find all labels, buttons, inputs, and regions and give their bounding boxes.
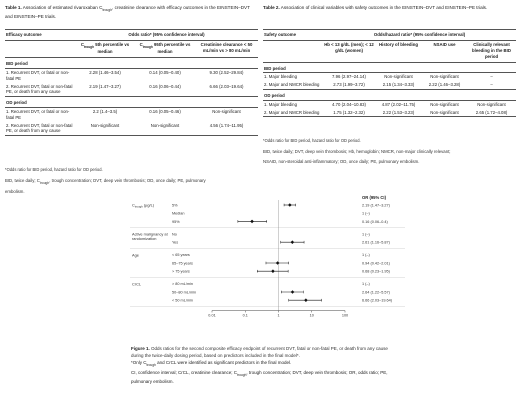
table2-section-title: OD period bbox=[263, 90, 516, 101]
row-value-c3: Non-significant bbox=[422, 109, 467, 117]
row-value-c2: 4.87 (2.02–11.75) bbox=[381, 101, 416, 107]
row-value-c3: Non-significant bbox=[430, 74, 459, 80]
row-value-c2: 2.15 (1.34–3.33) bbox=[375, 81, 422, 89]
row-value-c2: 2.22 (1.53–3.23) bbox=[375, 109, 422, 117]
row-value-c1: 2.28 (1.46–3.54) bbox=[89, 70, 121, 76]
forest-row-label: Yes bbox=[172, 240, 179, 245]
forest-row-label: > 75 years bbox=[172, 269, 190, 274]
table2-subcol-c2: History of bleeding bbox=[375, 40, 422, 62]
figure1-caption: Figure 1. Odds ratios for the second composite efficacy endpoint of recurrent DVT, fatal or non-fatal PE, or death from any cause during the twice-daily dosing period, based on predictors included in the final model*. *Only $C_{trough}$ and CrCL were identified as significant predictors in the final model. CI, confidence interval; CrCL, creatinine clearance; $C_{trough}$, trough concentration; DVT, deep vein thrombosis; OR, odds ratio; PE, pulmonary embolism. bbox=[131, 346, 388, 384]
forest-point-marker bbox=[288, 203, 292, 207]
row-value-c4: – bbox=[467, 81, 516, 89]
table-row bbox=[5, 122, 258, 136]
forest-row-value: 6.66 (2.03–19.64) bbox=[362, 298, 392, 303]
forest-point-marker bbox=[250, 220, 254, 224]
forest-group-label: CrCL bbox=[132, 281, 142, 287]
row-label: 2. Major and NMCR bleeding bbox=[263, 109, 323, 117]
forest-row-label: 95% bbox=[172, 219, 180, 224]
forest-point-marker bbox=[276, 261, 280, 265]
forest-row-value: 1 (–) bbox=[362, 211, 370, 216]
table2-col-span: Odds/hazard ratio* (95% confidence interval) bbox=[323, 30, 516, 41]
forest-x-tick-label: 1 bbox=[277, 313, 280, 318]
row-label: 2. Recurrent DVT, fatal or non-fatal PE, or death from any cause bbox=[5, 122, 75, 136]
row-label: 1. Recurrent DVT, or fatal or non-fatal PE bbox=[6, 109, 70, 120]
row-value-c1: Non-significant bbox=[75, 122, 135, 136]
row-value-c4: Non-significant bbox=[477, 101, 506, 107]
table2-col-outcome: Safety outcome bbox=[263, 30, 323, 41]
forest-row-label: No bbox=[172, 232, 177, 237]
table-row bbox=[5, 108, 258, 122]
forest-row-value: 1 (–) bbox=[362, 282, 370, 287]
forest-x-tick-label: 100 bbox=[341, 313, 349, 318]
row-label: 1. Major bleeding bbox=[264, 101, 297, 107]
forest-row-label: Median bbox=[172, 211, 185, 216]
forest-point-marker bbox=[304, 298, 308, 302]
table1-footnote: *Odds ratio for BID period, hazard ratio for OD period. bbox=[5, 167, 103, 172]
table2-section-title: BID period bbox=[263, 62, 516, 73]
table1-section-title: OD period bbox=[5, 97, 258, 108]
row-value-c2: 0.16 (0.06–0.44) bbox=[135, 83, 195, 97]
row-value-c2: Non-significant bbox=[384, 74, 413, 80]
forest-row-label: < 65 years bbox=[172, 253, 190, 258]
row-value-c1: 2.2 (1.4–3.5) bbox=[92, 109, 118, 115]
row-value-c3: 6.66 (2.03–19.64) bbox=[195, 83, 258, 97]
row-value-c3: Non-significant bbox=[430, 101, 459, 107]
table1 bbox=[5, 29, 258, 136]
forest-plot bbox=[130, 193, 410, 333]
forest-row-value: 0.68 (0.23–1.95) bbox=[362, 269, 390, 274]
table2-body bbox=[263, 62, 516, 117]
table-row bbox=[263, 109, 516, 117]
row-value-c2: Non-significant bbox=[135, 122, 195, 136]
table1-subcol-c1: $C_{trough}$ 5th percentile vs median bbox=[75, 40, 135, 57]
row-value-c1: 2.73 (1.99–3.72) bbox=[323, 81, 375, 89]
forest-row-value: 2.61 (1.16–5.87) bbox=[362, 240, 390, 245]
table1-caption: Table 1. Association of estimated rivaroxaban $C_{trough}$, creatinine clearance with efficacy outcomes in the EINSTEIN–DVT and EINSTEIN–PE trials. bbox=[5, 5, 250, 20]
forest-point-marker bbox=[271, 269, 275, 273]
row-label: 1. Recurrent DVT, or fatal or non-fatal PE bbox=[6, 70, 70, 81]
row-value-c1: 2.19 (1.47–3.27) bbox=[75, 83, 135, 97]
forest-row-value: 2.64 (1.22–5.57) bbox=[362, 290, 390, 295]
row-label: 1. Major bleeding bbox=[264, 74, 297, 80]
table2-subcol-c1: Hb < 13 g/dL (men); < 12 g/dL (women) bbox=[323, 40, 375, 62]
table1-body bbox=[5, 58, 258, 136]
row-value-c1: 7.96 (2.97–24.14) bbox=[332, 74, 366, 80]
forest-group-label: $C_{trough}$ (µg/L) bbox=[132, 202, 155, 209]
forest-row-label: 50–80 mL/min bbox=[172, 290, 197, 295]
forest-row-label: 5% bbox=[172, 203, 178, 208]
row-label: 2. Recurrent DVT, fatal or non-fatal PE, or death from any cause bbox=[5, 83, 75, 97]
table-row bbox=[5, 83, 258, 97]
forest-row-value: 2.19 (1.47–3.27) bbox=[362, 203, 390, 208]
row-value-c2: 0.14 (0.05–0.40) bbox=[149, 70, 181, 76]
forest-row-value: 1 (–) bbox=[362, 253, 370, 258]
forest-x-tick-label: 0.1 bbox=[242, 313, 248, 318]
forest-x-tick-label: 10 bbox=[309, 313, 314, 318]
table2-subcol-c4: Clinically relevant bleeding in the BID period bbox=[467, 40, 516, 62]
row-value-c3: 2.22 (1.46–3.28) bbox=[422, 81, 467, 89]
table-row bbox=[263, 73, 516, 81]
forest-point-marker bbox=[291, 290, 295, 294]
table2-footnote: *Odds ratio for BID period, hazard ratio for OD period. bbox=[263, 138, 361, 143]
table2-abbreviations: BID, twice daily; DVT, deep vein thrombosis; Hb, hemoglobin; NMCR, non-major clinically relevant; NSAID, non-steroidal anti-inflammatory; OD, once daily; PE, pulmonary embolism. bbox=[263, 149, 451, 164]
row-value-c3: Non-significant bbox=[212, 109, 241, 115]
row-value-c1: 1.75 (1.32–2.32) bbox=[323, 109, 375, 117]
row-value-c3: 9.30 (2.52–29.84) bbox=[209, 70, 244, 76]
forest-group-label: Age bbox=[132, 252, 139, 258]
table2-subcol-c3: NSAID use bbox=[422, 40, 467, 62]
forest-row-value: 0.94 (0.42–2.01) bbox=[362, 261, 390, 266]
table2-caption: Table 2. Association of clinical variables with safety outcomes in the EINSTEIN–DVT and EINSTEIN–PE trials. bbox=[263, 5, 488, 10]
table1-subcol-c3: Creatinine clearance < 50 mL/min vs > 80 mL/min bbox=[195, 40, 258, 57]
forest-group-label: Active malignancy at randomization bbox=[132, 231, 168, 241]
table-row bbox=[5, 69, 258, 83]
table1-abbreviations: BID, twice daily; $C_{trough}$, trough concentration; DVT, deep vein thrombosis; OD, once daily; PE, pulmonary embolism. bbox=[5, 178, 206, 195]
table2 bbox=[263, 29, 516, 117]
forest-header: OR (95% CI) bbox=[362, 195, 386, 200]
forest-x-tick-label: 0.01 bbox=[208, 313, 216, 318]
forest-row-label: > 80 mL/min bbox=[172, 282, 193, 287]
forest-row-value: 0.16 (0.06–0.4) bbox=[362, 219, 388, 224]
table1-subcol-c2: $C_{trough}$ 95th percentile vs median bbox=[135, 40, 195, 57]
row-value-c4: 2.65 (1.72–4.08) bbox=[467, 109, 516, 117]
table-row bbox=[263, 81, 516, 89]
row-label: 2. Major and NMCR bleeding bbox=[263, 81, 323, 89]
table1-col-span: Odds ratio* (95% confidence interval) bbox=[75, 30, 258, 41]
forest-row-label: 65–75 years bbox=[172, 261, 193, 266]
table-row bbox=[263, 100, 516, 108]
table1-col-outcome: Efficacy outcome bbox=[5, 30, 75, 41]
forest-row-label: < 50 mL/min bbox=[172, 298, 193, 303]
forest-row-value: 1 (–) bbox=[362, 232, 370, 237]
row-value-c4: – bbox=[490, 74, 493, 80]
table1-section-title: BID period bbox=[5, 58, 258, 69]
forest-point-marker bbox=[291, 240, 295, 244]
row-value-c3: 4.56 (1.74–11.95) bbox=[195, 122, 258, 136]
row-value-c2: 0.16 (0.05–0.46) bbox=[149, 109, 181, 115]
row-value-c1: 4.70 (2.04–10.83) bbox=[332, 101, 366, 107]
